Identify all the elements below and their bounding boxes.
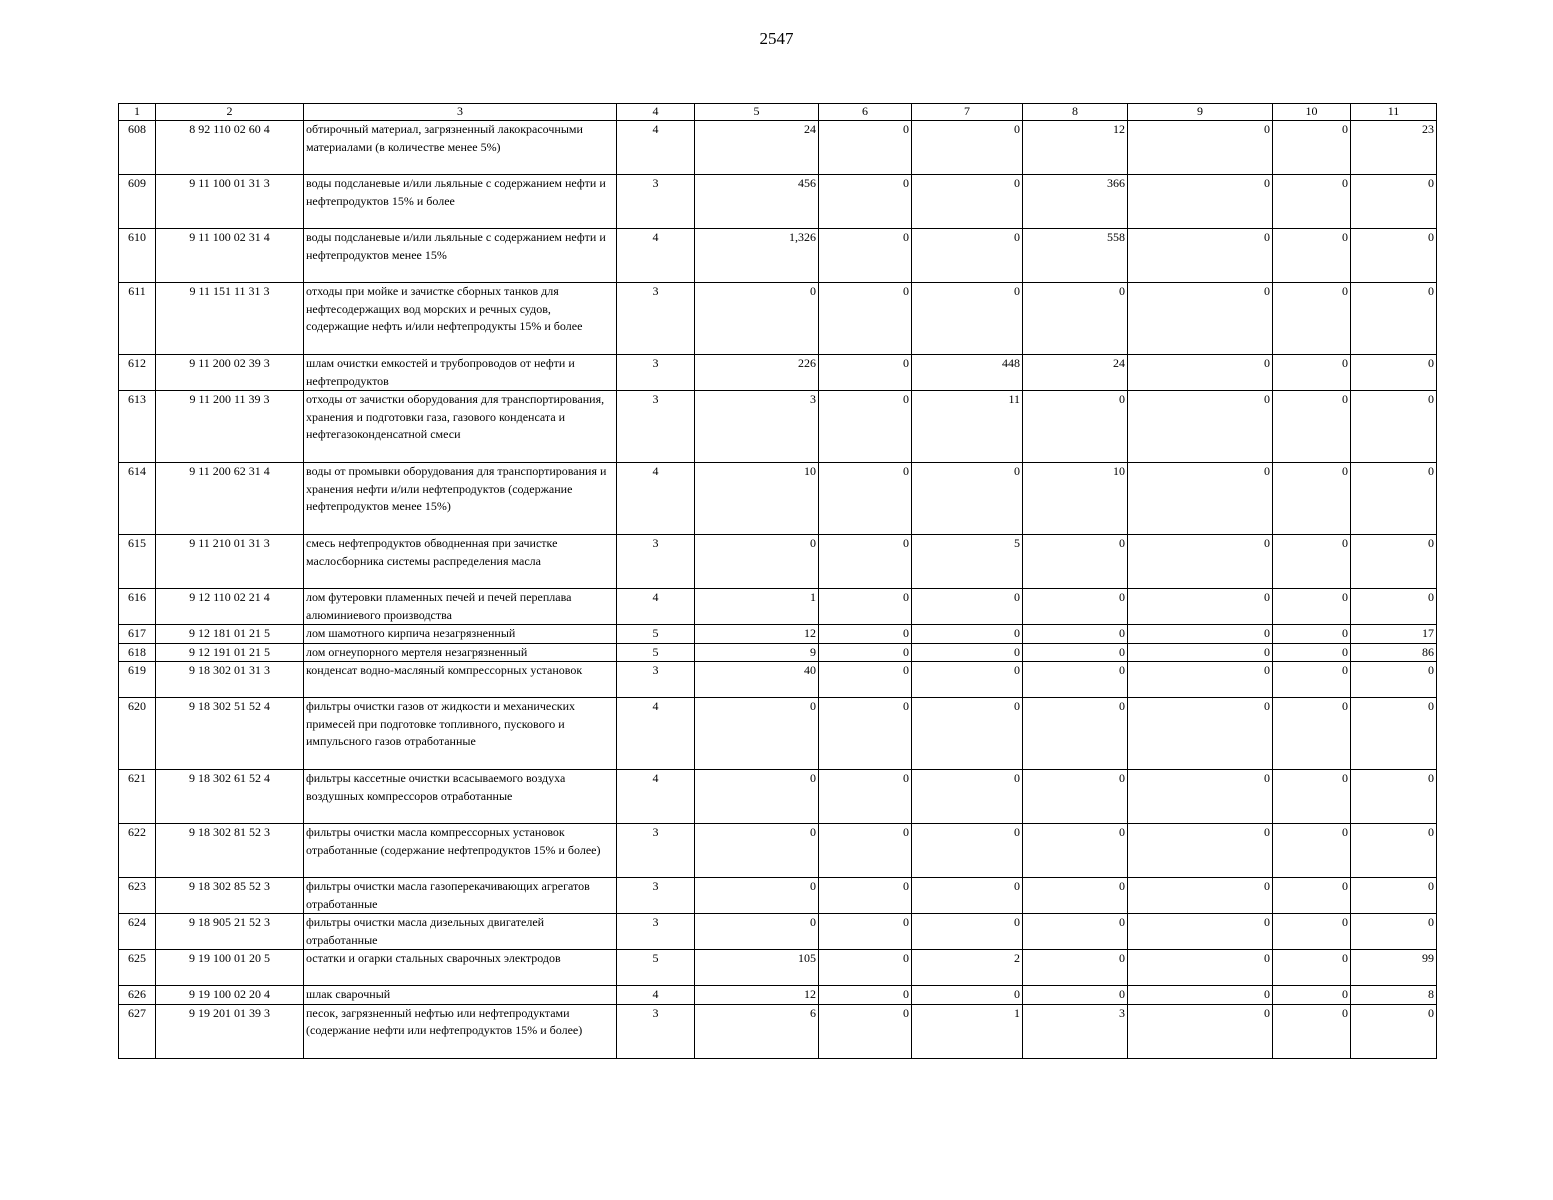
col10-value-cell: 0 [1273, 662, 1351, 698]
col9-value-cell: 0 [1128, 463, 1273, 535]
col9-value-cell: 0 [1128, 986, 1273, 1005]
col9-value-cell: 0 [1128, 698, 1273, 770]
col8-value-cell: 0 [1023, 824, 1128, 878]
hazard-class-cell: 3 [617, 391, 695, 463]
table-row [119, 643, 1437, 662]
waste-name-cell: лом футеровки пламенных печей и печей переплава алюминиевого производства [304, 589, 617, 625]
col7-value-cell: 0 [912, 986, 1023, 1005]
waste-name-cell: песок, загрязненный нефтью или нефтепродуктами (содержание нефти или нефтепродуктов 15% и более) [304, 1004, 617, 1058]
col5-value-cell: 3 [695, 391, 819, 463]
col8-value-cell: 10 [1023, 463, 1128, 535]
column-header: 11 [1351, 104, 1437, 121]
col11-value-cell: 0 [1351, 878, 1437, 914]
waste-name-cell: смесь нефтепродуктов обводненная при зачистке маслосборника системы распределения масла [304, 535, 617, 589]
col8-value-cell: 0 [1023, 698, 1128, 770]
col10-value-cell: 0 [1273, 914, 1351, 950]
hazard-class-cell: 4 [617, 770, 695, 824]
col11-value-cell: 0 [1351, 391, 1437, 463]
col5-value-cell: 226 [695, 355, 819, 391]
col10-value-cell: 0 [1273, 121, 1351, 175]
col9-value-cell: 0 [1128, 878, 1273, 914]
col10-value-cell: 0 [1273, 589, 1351, 625]
waste-code-cell: 9 18 302 61 52 4 [156, 770, 304, 824]
hazard-class-cell: 5 [617, 643, 695, 662]
col6-value-cell: 0 [819, 175, 912, 229]
col6-value-cell: 0 [819, 824, 912, 878]
waste-code-cell: 8 92 110 02 60 4 [156, 121, 304, 175]
col11-value-cell: 8 [1351, 986, 1437, 1005]
col5-value-cell: 24 [695, 121, 819, 175]
col9-value-cell: 0 [1128, 391, 1273, 463]
waste-code-cell: 9 11 100 01 31 3 [156, 175, 304, 229]
waste-name-cell: отходы при мойке и зачистке сборных танков для нефтесодержащих вод морских и речных судов, содержащие нефть и/или нефтепродукты 15% и более [304, 283, 617, 355]
table-row [119, 878, 1437, 914]
column-header: 1 [119, 104, 156, 121]
col9-value-cell: 0 [1128, 950, 1273, 986]
waste-name-cell: шлак сварочный [304, 986, 617, 1005]
col7-value-cell: 11 [912, 391, 1023, 463]
waste-name-cell: конденсат водно-масляный компрессорных установок [304, 662, 617, 698]
table-row [119, 283, 1437, 355]
col11-value-cell: 0 [1351, 824, 1437, 878]
waste-name-cell: отходы от зачистки оборудования для транспортирования, хранения и подготовки газа, газового конденсата и нефтегазоконденсатной смеси [304, 391, 617, 463]
col5-value-cell: 105 [695, 950, 819, 986]
col5-value-cell: 12 [695, 986, 819, 1005]
col9-value-cell: 0 [1128, 625, 1273, 644]
col6-value-cell: 0 [819, 770, 912, 824]
col5-value-cell: 456 [695, 175, 819, 229]
waste-code-cell: 9 19 100 01 20 5 [156, 950, 304, 986]
col10-value-cell: 0 [1273, 625, 1351, 644]
waste-code-cell: 9 11 210 01 31 3 [156, 535, 304, 589]
waste-name-cell: фильтры очистки газов от жидкости и механических примесей при подготовке топливного, пускового и импульсного газов отработанные [304, 698, 617, 770]
hazard-class-cell: 3 [617, 662, 695, 698]
col5-value-cell: 10 [695, 463, 819, 535]
col9-value-cell: 0 [1128, 535, 1273, 589]
col10-value-cell: 0 [1273, 770, 1351, 824]
row-number-cell: 624 [119, 914, 156, 950]
col7-value-cell: 1 [912, 1004, 1023, 1058]
col11-value-cell: 0 [1351, 589, 1437, 625]
col5-value-cell: 0 [695, 878, 819, 914]
row-number-cell: 622 [119, 824, 156, 878]
col5-value-cell: 0 [695, 698, 819, 770]
hazard-class-cell: 3 [617, 535, 695, 589]
col9-value-cell: 0 [1128, 283, 1273, 355]
col8-value-cell: 24 [1023, 355, 1128, 391]
table-row [119, 950, 1437, 986]
row-number-cell: 626 [119, 986, 156, 1005]
column-header: 4 [617, 104, 695, 121]
col9-value-cell: 0 [1128, 121, 1273, 175]
col8-value-cell: 0 [1023, 643, 1128, 662]
col7-value-cell: 0 [912, 229, 1023, 283]
row-number-cell: 611 [119, 283, 156, 355]
waste-name-cell: лом огнеупорного мертеля незагрязненный [304, 643, 617, 662]
col7-value-cell: 5 [912, 535, 1023, 589]
col6-value-cell: 0 [819, 535, 912, 589]
col7-value-cell: 0 [912, 643, 1023, 662]
col5-value-cell: 40 [695, 662, 819, 698]
waste-name-cell: воды подсланевые и/или льяльные с содержанием нефти и нефтепродуктов менее 15% [304, 229, 617, 283]
hazard-class-cell: 4 [617, 698, 695, 770]
hazard-class-cell: 3 [617, 1004, 695, 1058]
hazard-class-cell: 3 [617, 878, 695, 914]
col5-value-cell: 9 [695, 643, 819, 662]
waste-code-cell: 9 11 200 62 31 4 [156, 463, 304, 535]
col9-value-cell: 0 [1128, 355, 1273, 391]
col7-value-cell: 0 [912, 770, 1023, 824]
col11-value-cell: 0 [1351, 535, 1437, 589]
col5-value-cell: 0 [695, 824, 819, 878]
col5-value-cell: 0 [695, 770, 819, 824]
waste-code-cell: 9 19 201 01 39 3 [156, 1004, 304, 1058]
col7-value-cell: 0 [912, 824, 1023, 878]
table-row [119, 1004, 1437, 1058]
col7-value-cell: 0 [912, 121, 1023, 175]
column-header: 6 [819, 104, 912, 121]
page-number: 2547 [759, 29, 794, 48]
col7-value-cell: 0 [912, 589, 1023, 625]
waste-table [118, 103, 1437, 1059]
col5-value-cell: 1,326 [695, 229, 819, 283]
hazard-class-cell: 4 [617, 589, 695, 625]
col10-value-cell: 0 [1273, 355, 1351, 391]
col7-value-cell: 0 [912, 878, 1023, 914]
row-number-cell: 609 [119, 175, 156, 229]
table-row [119, 463, 1437, 535]
col10-value-cell: 0 [1273, 535, 1351, 589]
column-header: 8 [1023, 104, 1128, 121]
col9-value-cell: 0 [1128, 175, 1273, 229]
col7-value-cell: 0 [912, 662, 1023, 698]
col10-value-cell: 0 [1273, 950, 1351, 986]
col10-value-cell: 0 [1273, 391, 1351, 463]
col9-value-cell: 0 [1128, 662, 1273, 698]
col7-value-cell: 0 [912, 625, 1023, 644]
waste-code-cell: 9 18 302 85 52 3 [156, 878, 304, 914]
hazard-class-cell: 3 [617, 283, 695, 355]
row-number-cell: 620 [119, 698, 156, 770]
table-row [119, 824, 1437, 878]
hazard-class-cell: 3 [617, 914, 695, 950]
col10-value-cell: 0 [1273, 824, 1351, 878]
col10-value-cell: 0 [1273, 229, 1351, 283]
col10-value-cell: 0 [1273, 1004, 1351, 1058]
waste-name-cell: шлам очистки емкостей и трубопроводов от нефти и нефтепродуктов [304, 355, 617, 391]
col7-value-cell: 448 [912, 355, 1023, 391]
col11-value-cell: 0 [1351, 283, 1437, 355]
col6-value-cell: 0 [819, 355, 912, 391]
col11-value-cell: 0 [1351, 463, 1437, 535]
col6-value-cell: 0 [819, 986, 912, 1005]
waste-code-cell: 9 12 191 01 21 5 [156, 643, 304, 662]
col10-value-cell: 0 [1273, 643, 1351, 662]
col8-value-cell: 0 [1023, 589, 1128, 625]
col8-value-cell: 0 [1023, 391, 1128, 463]
hazard-class-cell: 3 [617, 355, 695, 391]
column-header: 5 [695, 104, 819, 121]
col11-value-cell: 0 [1351, 175, 1437, 229]
col6-value-cell: 0 [819, 950, 912, 986]
column-header: 7 [912, 104, 1023, 121]
row-number-cell: 614 [119, 463, 156, 535]
waste-name-cell: фильтры очистки масла компрессорных установок отработанные (содержание нефтепродуктов 15% и более) [304, 824, 617, 878]
col9-value-cell: 0 [1128, 229, 1273, 283]
row-number-cell: 619 [119, 662, 156, 698]
waste-code-cell: 9 18 302 01 31 3 [156, 662, 304, 698]
row-number-cell: 616 [119, 589, 156, 625]
table-row [119, 914, 1437, 950]
table-row [119, 391, 1437, 463]
row-number-cell: 627 [119, 1004, 156, 1058]
row-number-cell: 621 [119, 770, 156, 824]
col11-value-cell: 0 [1351, 698, 1437, 770]
col9-value-cell: 0 [1128, 643, 1273, 662]
col5-value-cell: 0 [695, 914, 819, 950]
col8-value-cell: 558 [1023, 229, 1128, 283]
col5-value-cell: 1 [695, 589, 819, 625]
hazard-class-cell: 4 [617, 986, 695, 1005]
waste-code-cell: 9 18 905 21 52 3 [156, 914, 304, 950]
hazard-class-cell: 3 [617, 824, 695, 878]
column-header: 3 [304, 104, 617, 121]
col6-value-cell: 0 [819, 625, 912, 644]
col11-value-cell: 0 [1351, 229, 1437, 283]
col10-value-cell: 0 [1273, 463, 1351, 535]
waste-name-cell: фильтры кассетные очистки всасываемого воздуха воздушных компрессоров отработанные [304, 770, 617, 824]
row-number-cell: 618 [119, 643, 156, 662]
col10-value-cell: 0 [1273, 878, 1351, 914]
col6-value-cell: 0 [819, 229, 912, 283]
waste-code-cell: 9 11 200 02 39 3 [156, 355, 304, 391]
col11-value-cell: 99 [1351, 950, 1437, 986]
waste-code-cell: 9 11 100 02 31 4 [156, 229, 304, 283]
col9-value-cell: 0 [1128, 1004, 1273, 1058]
table-row [119, 662, 1437, 698]
waste-name-cell: фильтры очистки масла газоперекачивающих агрегатов отработанные [304, 878, 617, 914]
waste-code-cell: 9 11 151 11 31 3 [156, 283, 304, 355]
col11-value-cell: 0 [1351, 770, 1437, 824]
table-row [119, 355, 1437, 391]
col11-value-cell: 0 [1351, 1004, 1437, 1058]
col8-value-cell: 0 [1023, 986, 1128, 1005]
col5-value-cell: 12 [695, 625, 819, 644]
table-row [119, 175, 1437, 229]
table-row [119, 535, 1437, 589]
column-header: 10 [1273, 104, 1351, 121]
col5-value-cell: 6 [695, 1004, 819, 1058]
row-number-cell: 610 [119, 229, 156, 283]
row-number-cell: 608 [119, 121, 156, 175]
col6-value-cell: 0 [819, 391, 912, 463]
col5-value-cell: 0 [695, 283, 819, 355]
col9-value-cell: 0 [1128, 824, 1273, 878]
col10-value-cell: 0 [1273, 986, 1351, 1005]
col11-value-cell: 0 [1351, 355, 1437, 391]
hazard-class-cell: 4 [617, 463, 695, 535]
col8-value-cell: 0 [1023, 535, 1128, 589]
col7-value-cell: 0 [912, 463, 1023, 535]
waste-code-cell: 9 12 181 01 21 5 [156, 625, 304, 644]
row-number-cell: 615 [119, 535, 156, 589]
col7-value-cell: 2 [912, 950, 1023, 986]
col8-value-cell: 0 [1023, 662, 1128, 698]
col5-value-cell: 0 [695, 535, 819, 589]
row-number-cell: 613 [119, 391, 156, 463]
col6-value-cell: 0 [819, 463, 912, 535]
table-body [119, 121, 1437, 1059]
table-row [119, 770, 1437, 824]
hazard-class-cell: 5 [617, 950, 695, 986]
col7-value-cell: 0 [912, 698, 1023, 770]
col8-value-cell: 0 [1023, 770, 1128, 824]
waste-name-cell: остатки и огарки стальных сварочных электродов [304, 950, 617, 986]
waste-code-cell: 9 11 200 11 39 3 [156, 391, 304, 463]
table-row [119, 229, 1437, 283]
col6-value-cell: 0 [819, 1004, 912, 1058]
waste-code-cell: 9 12 110 02 21 4 [156, 589, 304, 625]
hazard-class-cell: 5 [617, 625, 695, 644]
hazard-class-cell: 4 [617, 121, 695, 175]
col11-value-cell: 86 [1351, 643, 1437, 662]
col8-value-cell: 12 [1023, 121, 1128, 175]
hazard-class-cell: 4 [617, 229, 695, 283]
col6-value-cell: 0 [819, 662, 912, 698]
col7-value-cell: 0 [912, 175, 1023, 229]
col10-value-cell: 0 [1273, 283, 1351, 355]
column-header: 9 [1128, 104, 1273, 121]
table-row [119, 589, 1437, 625]
table-row [119, 986, 1437, 1005]
waste-code-cell: 9 19 100 02 20 4 [156, 986, 304, 1005]
waste-name-cell: воды от промывки оборудования для транспортирования и хранения нефти и/или нефтепродуктов (содержание нефтепродуктов менее 15%) [304, 463, 617, 535]
row-number-cell: 617 [119, 625, 156, 644]
col11-value-cell: 0 [1351, 914, 1437, 950]
col7-value-cell: 0 [912, 283, 1023, 355]
col10-value-cell: 0 [1273, 698, 1351, 770]
row-number-cell: 623 [119, 878, 156, 914]
col8-value-cell: 0 [1023, 283, 1128, 355]
col6-value-cell: 0 [819, 283, 912, 355]
waste-name-cell: обтирочный материал, загрязненный лакокрасочными материалами (в количестве менее 5%) [304, 121, 617, 175]
col8-value-cell: 0 [1023, 625, 1128, 644]
col11-value-cell: 23 [1351, 121, 1437, 175]
col8-value-cell: 366 [1023, 175, 1128, 229]
col7-value-cell: 0 [912, 914, 1023, 950]
col8-value-cell: 0 [1023, 914, 1128, 950]
col6-value-cell: 0 [819, 878, 912, 914]
col8-value-cell: 3 [1023, 1004, 1128, 1058]
col6-value-cell: 0 [819, 121, 912, 175]
col6-value-cell: 0 [819, 589, 912, 625]
col6-value-cell: 0 [819, 698, 912, 770]
table-row [119, 698, 1437, 770]
col6-value-cell: 0 [819, 914, 912, 950]
waste-name-cell: фильтры очистки масла дизельных двигателей отработанные [304, 914, 617, 950]
header-row [119, 104, 1437, 121]
col10-value-cell: 0 [1273, 175, 1351, 229]
col9-value-cell: 0 [1128, 589, 1273, 625]
col6-value-cell: 0 [819, 643, 912, 662]
col11-value-cell: 0 [1351, 662, 1437, 698]
table-row [119, 625, 1437, 644]
col9-value-cell: 0 [1128, 914, 1273, 950]
col9-value-cell: 0 [1128, 770, 1273, 824]
col8-value-cell: 0 [1023, 950, 1128, 986]
column-header: 2 [156, 104, 304, 121]
waste-name-cell: лом шамотного кирпича незагрязненный [304, 625, 617, 644]
row-number-cell: 612 [119, 355, 156, 391]
col8-value-cell: 0 [1023, 878, 1128, 914]
row-number-cell: 625 [119, 950, 156, 986]
table-row [119, 121, 1437, 175]
waste-code-cell: 9 18 302 51 52 4 [156, 698, 304, 770]
waste-name-cell: воды подсланевые и/или льяльные с содержанием нефти и нефтепродуктов 15% и более [304, 175, 617, 229]
col11-value-cell: 17 [1351, 625, 1437, 644]
waste-code-cell: 9 18 302 81 52 3 [156, 824, 304, 878]
hazard-class-cell: 3 [617, 175, 695, 229]
